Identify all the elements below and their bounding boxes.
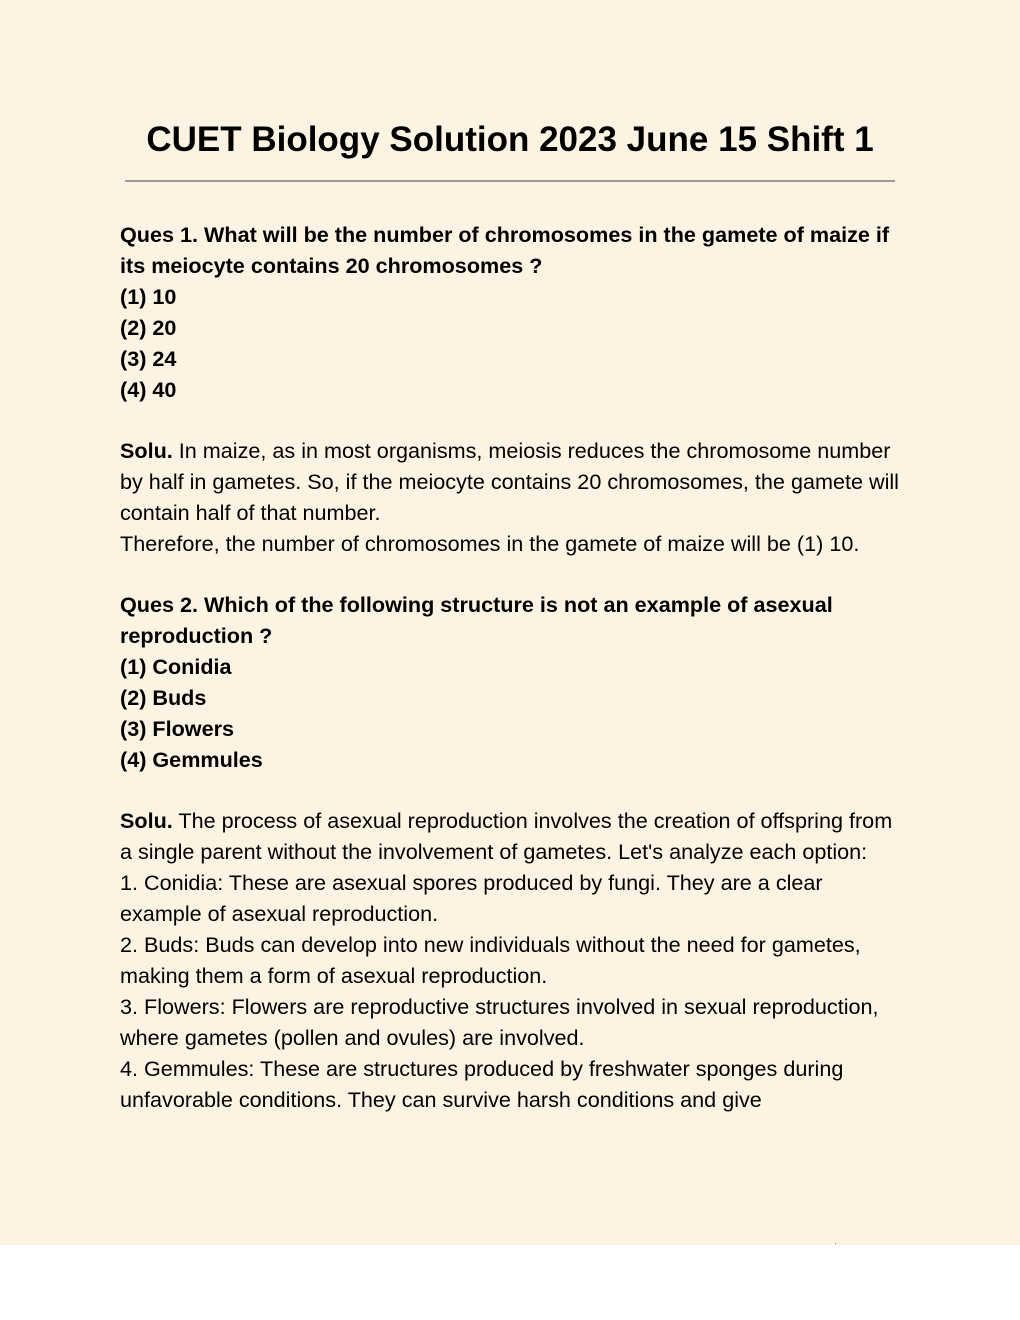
option-1: (1) 10 <box>120 284 177 309</box>
title-divider <box>125 180 895 182</box>
option-3: (3) 24 <box>120 346 177 371</box>
solution-label: Solu. <box>120 808 173 833</box>
page-title: CUET Biology Solution 2023 June 15 Shift 1 <box>146 120 874 159</box>
question-text: Ques 2. Which of the following structure is not an example of asexual reproduction ? <box>120 592 833 648</box>
question-1 <box>120 219 910 559</box>
option-2: (2) Buds <box>120 685 207 710</box>
solution-point-4: 4. Gemmules: These are structures produced by freshwater sponges during unfavorable conditions. They can survive harsh conditions and give <box>120 1056 844 1112</box>
solution-text: In maize, as in most organisms, meiosis reduces the chromosome number by half in gametes. So, if the meiocyte contains 20 chromosomes, the gamete will contain half of that number. <box>120 438 899 525</box>
solution-label: Solu. <box>120 438 173 463</box>
spacer <box>120 405 910 435</box>
solution-text: The process of asexual reproduction involves the creation of offspring from a single parent without the involvement of gametes. Let's analyze each option: <box>120 808 893 864</box>
question-text: Ques 1. What will be the number of chromosomes in the gamete of maize if its meiocyte contains 20 chromosomes ? <box>120 222 890 278</box>
option-3: (3) Flowers <box>120 716 234 741</box>
solution-point-3: 3. Flowers: Flowers are reproductive structures involved in sexual reproduction, where gametes (pollen and ovules) are involved. <box>120 994 879 1050</box>
option-4: (4) 40 <box>120 377 177 402</box>
spacer <box>120 559 910 589</box>
solution-paragraph <box>120 805 910 867</box>
option-1: (1) Conidia <box>120 654 232 679</box>
solution-point-1: 1. Conidia: These are asexual spores produced by fungi. They are a clear example of asexual reproduction. <box>120 870 823 926</box>
solution-point-2: 2. Buds: Buds can develop into new individuals without the need for gametes, making them a form of asexual reproduction. <box>120 932 861 988</box>
solution-conclusion: Therefore, the number of chromosomes in the gamete of maize will be (1) 10. <box>120 531 860 556</box>
solution-paragraph <box>120 435 910 528</box>
document-body <box>120 219 910 1115</box>
option-4: (4) Gemmules <box>120 747 263 772</box>
question-2 <box>120 589 910 1115</box>
page-speck <box>835 1243 836 1244</box>
option-2: (2) 20 <box>120 315 177 340</box>
spacer <box>120 775 910 805</box>
